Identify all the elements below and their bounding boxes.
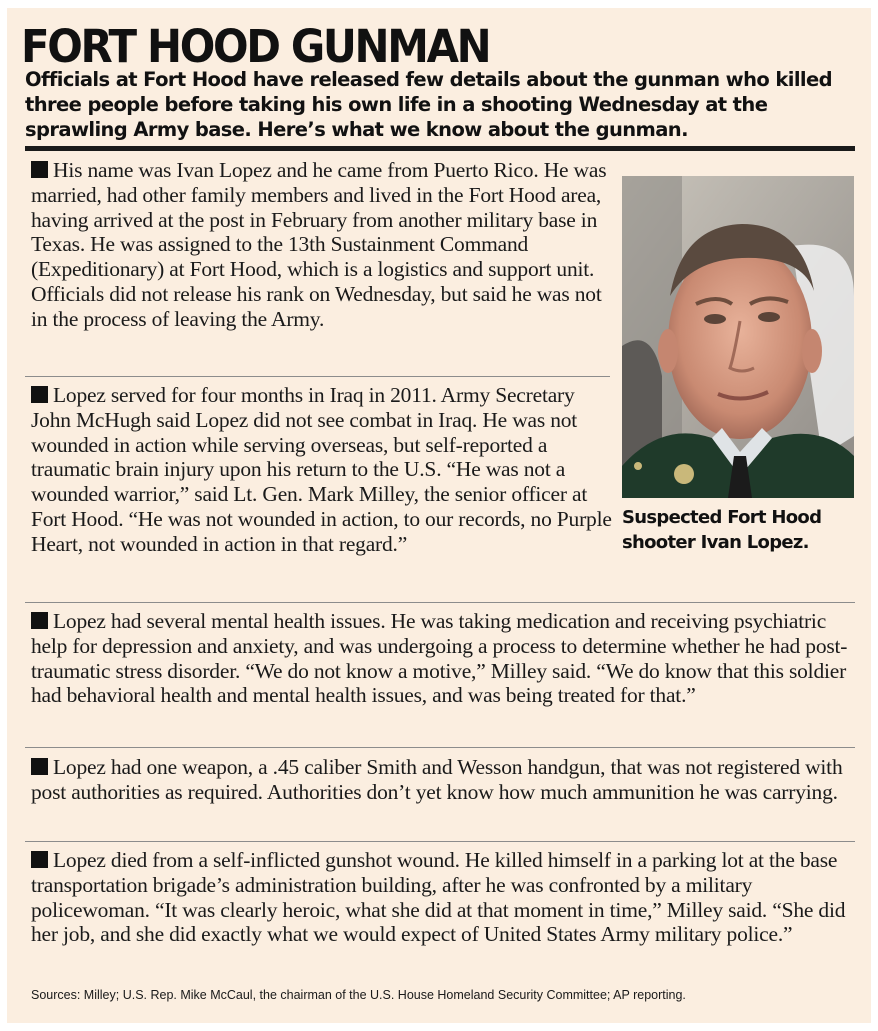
sources-line: Sources: Milley; U.S. Rep. Mike McCaul, the chairman of the U.S. House Homeland Security Committee; AP reporting.: [31, 988, 686, 1002]
dek: Officials at Fort Hood have released few details about the gunman who killed three people before taking his own life in a shooting Wednesday at the sprawling Army base. Here’s what we know about the gunman.: [25, 68, 832, 141]
suspect-photo: [622, 176, 854, 498]
divider: [25, 841, 855, 842]
heavy-rule: [25, 146, 855, 151]
divider: [25, 747, 855, 748]
headline: FORT HOOD GUNMAN: [21, 20, 490, 73]
square-bullet-icon: [31, 612, 48, 629]
square-bullet-icon: [31, 161, 48, 178]
square-bullet-icon: [31, 386, 48, 403]
square-bullet-icon: [31, 851, 48, 868]
fact-item-name: [31, 158, 613, 332]
fact-item-death: [31, 848, 861, 947]
fact-item-health: [31, 609, 861, 708]
portrait-illustration: [622, 176, 854, 498]
fact-text: His name was Ivan Lopez and he came from Puerto Rico. He was married, had other family members and lived in the Fort Hood area, having arrived at the post in February from another military base in Texas. He was assigned to the 13th Sustainment Command (Expeditionary) at Fort Hood, which is a logistics and support unit. Officials did not release his rank on Wednesday, but said he was not in the process of leaving the Army.: [31, 158, 607, 331]
fact-text: Lopez served for four months in Iraq in 2011. Army Secretary John McHugh said Lopez did not see combat in Iraq. He was not wounded in action while serving overseas, but self-reported a traumatic brain injury upon his return to the U.S. “He was not a wounded warrior,” said Lt. Gen. Mark Milley, the senior officer at Fort Hood. “He was not wounded in action, to our records, no Purple Heart, not wounded in action in that regard.”: [31, 383, 612, 556]
fact-text: Lopez died from a self-inflicted gunshot wound. He killed himself in a parking lot at the base transportation brigade’s administration building, after he was confronted by a military policewoman. “It was clearly heroic, what she did at that moment in time,” Milley said. “She did her job, and she did exactly what we would expect of United States Army military police.”: [31, 848, 846, 947]
fact-text: Lopez had several mental health issues. He was taking medication and receiving psychiatric help for depression and anxiety, and was undergoing a process to determine whether he had post-traumatic stress disorder. “We do not know a motive,” Milley said. “We do know that this soldier had behavioral health and mental health issues, and was being treated for that.”: [31, 609, 848, 708]
divider: [25, 376, 610, 377]
square-bullet-icon: [31, 758, 48, 775]
photo-caption: Suspected Fort Hood shooter Ivan Lopez.: [622, 507, 822, 553]
fact-text: Lopez had one weapon, a .45 caliber Smith and Wesson handgun, that was not registered with post authorities as required. Authorities don’t yet know how much ammunition he was carrying.: [31, 755, 843, 804]
divider: [25, 602, 855, 603]
fact-item-service: [31, 383, 613, 557]
fact-item-weapon: [31, 755, 861, 805]
